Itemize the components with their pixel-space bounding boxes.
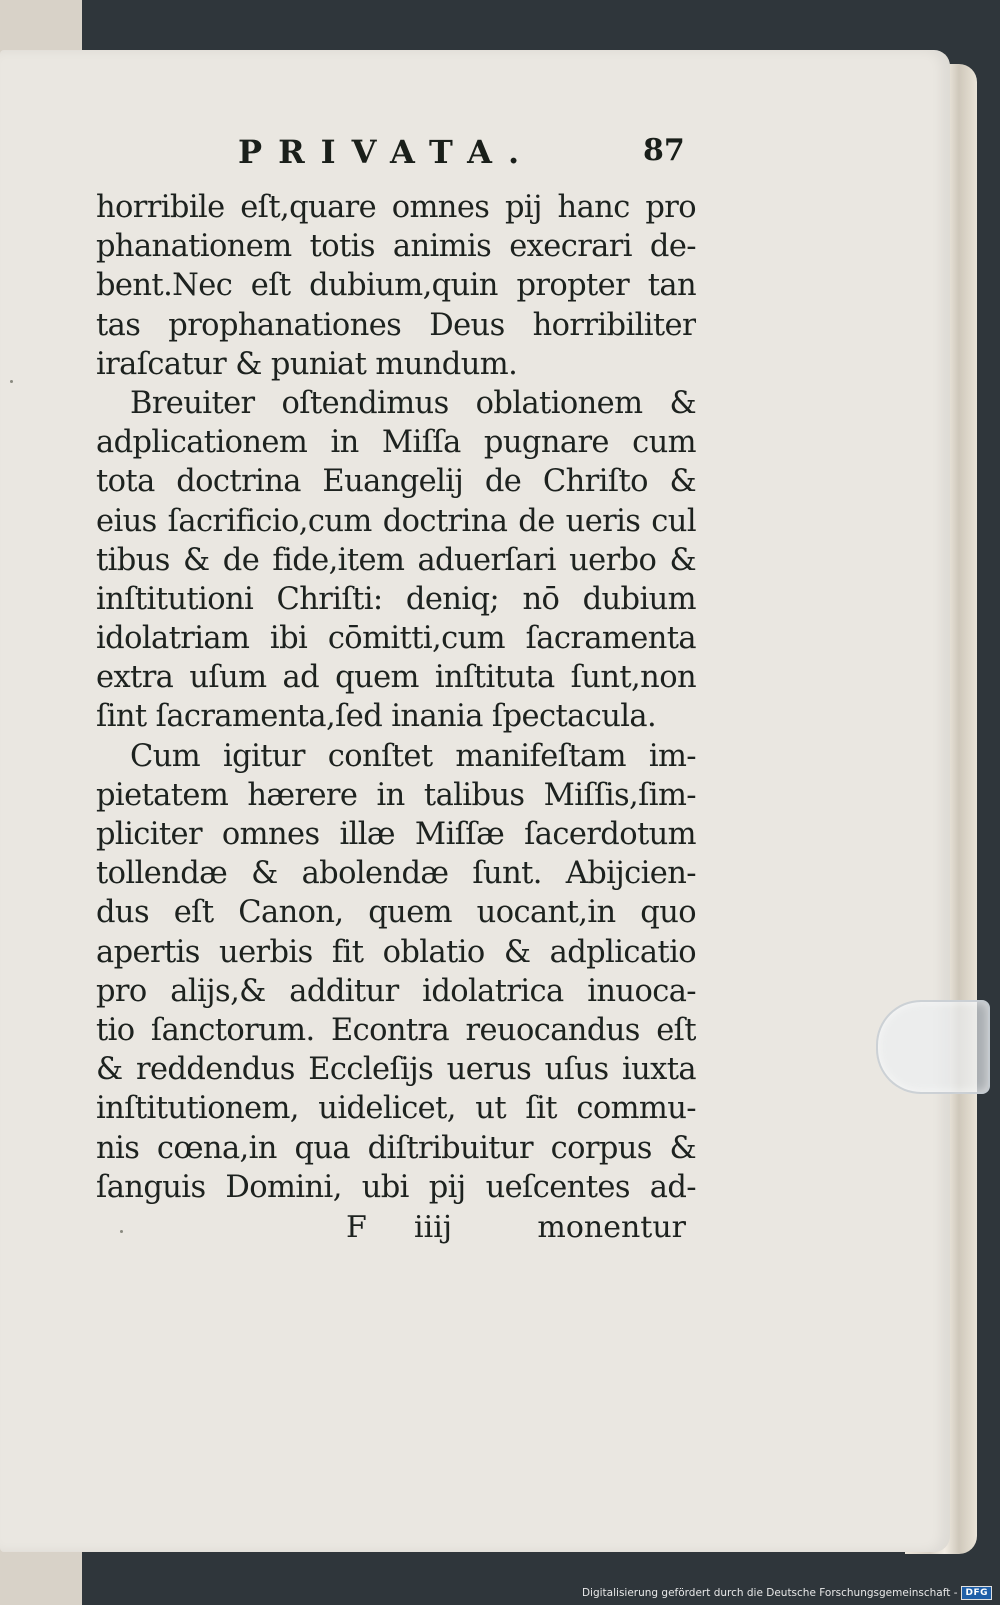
credit-text: Digitalisierung gefördert durch die Deutsche Forschungsgemeinschaft - (581, 1587, 958, 1599)
text-line: horribile eſt,quare omnes pij hanc pro (96, 190, 696, 225)
text-line: pliciter omnes illæ Miſſæ ſacerdotum (96, 817, 696, 852)
text-line: eius ſacrificio,cum doctrina de ueris cul (96, 503, 696, 539)
text-line: dus eſt Canon, quem uocant,in quo (96, 895, 696, 931)
text-line: tollendæ & abolendæ ſunt. Abijcien- (96, 856, 696, 892)
text-line: Cum igitur conſtet manifeſtam im- (130, 738, 696, 774)
text-line: Breuiter oſtendimus oblationem & (130, 385, 696, 421)
text-line: tibus & de fide,item aduerſari uerbo & (96, 542, 696, 578)
body-text (96, 188, 696, 1207)
paper-speck (10, 380, 13, 383)
text-line: inſtitutioni Chriſti: deniq; nō dubium (96, 581, 696, 617)
signature-mark: F (346, 1210, 367, 1245)
text-line: bent.Nec eſt dubium,quin propter tan (96, 268, 696, 304)
catchword: monentur (537, 1210, 686, 1245)
running-head (238, 133, 698, 179)
text-line: tas prophanationes Deus horribiliter (96, 307, 696, 343)
text-line: iraſcatur & puniat mundum. (96, 346, 518, 382)
text-line: pro alijs,& additur idolatrica inuoca- (96, 973, 696, 1009)
text-line: inſtitutionem, uidelicet, ut ſit commu- (96, 1091, 696, 1127)
digitization-credit (582, 1585, 992, 1601)
text-line: adplicationem in Miſſa pugnare cum (96, 425, 696, 461)
page-number: 87 (643, 133, 685, 168)
signature-number: iiij (414, 1210, 453, 1245)
page-clip (876, 1000, 990, 1094)
text-line: idolatriam ibi cōmitti,cum ſacramenta (96, 621, 696, 657)
text-line: ſanguis Domini, ubi pij ueſcentes ad- (96, 1169, 696, 1205)
text-line: pietatem hærere in talibus Miſſis,ſim- (96, 777, 696, 813)
text-line: apertis uerbis fit oblatio & adplicatio (96, 934, 696, 970)
text-line: tota doctrina Euangelij de Chriſto & (96, 464, 696, 500)
text-line: & reddendus Eccleſijs uerus uſus iuxta (96, 1052, 696, 1088)
text-line: tio ſanctorum. Econtra reuocandus eſt (96, 1012, 696, 1048)
page-footer (96, 1210, 696, 1250)
dfg-logo: DFG (961, 1586, 992, 1600)
text-line: extra uſum ad quem inſtituta ſunt,non (96, 660, 696, 696)
text-line: nis cœna,in qua diſtribuitur corpus & (96, 1130, 696, 1166)
text-line: phanationem totis animis execrari de- (96, 229, 696, 265)
text-line: ſint ſacramenta,ſed inania ſpectacula. (96, 699, 657, 735)
running-head-title: PRIVATA. (238, 133, 536, 171)
